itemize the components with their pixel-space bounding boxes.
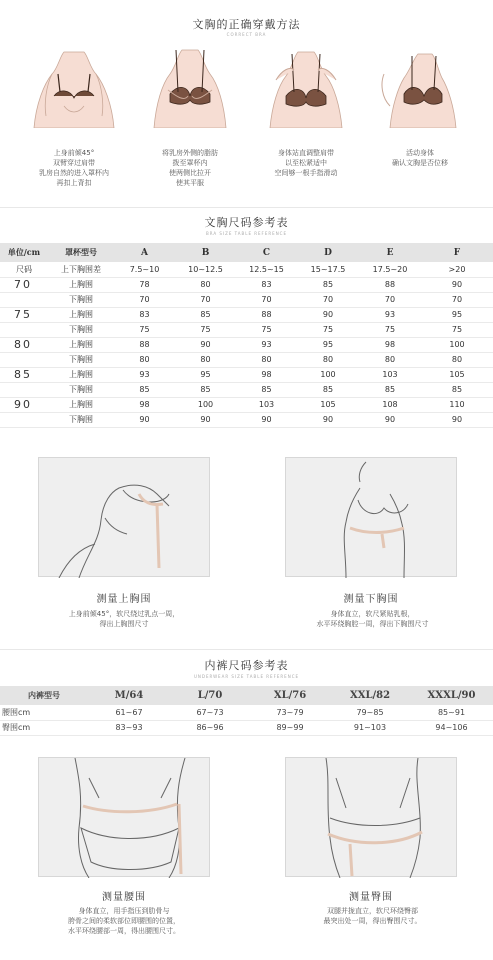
step-4-illustration (370, 44, 470, 128)
upper-bust-illustration (39, 458, 211, 578)
table-cell: 85 (114, 382, 175, 397)
pants-table-subtitle: UNDERWEAR SIZE TABLE REFERENCE (193, 674, 300, 679)
divider (0, 207, 493, 208)
lower-bust-figure (285, 457, 457, 577)
wearing-step-3 (246, 44, 366, 178)
table-cell: 90 (297, 412, 359, 427)
bra-band-upper-row (0, 397, 493, 412)
step-2-caption: 将乳房外侧的脂肪 拨至罩杯内 使两侧比拉开 使其平服 (162, 149, 218, 187)
bra-band-upper-row (0, 337, 493, 352)
table-cell: 80 (175, 352, 236, 367)
upper-bust-figure (38, 457, 210, 577)
wearing-step-2 (130, 44, 250, 188)
table-cell: 100 (421, 337, 493, 352)
table-cell: 75 (175, 322, 236, 337)
table-cell: 75 (114, 322, 175, 337)
bra-band-lower-row (0, 292, 493, 307)
table-cell: 103 (236, 397, 297, 412)
table-cell: 93 (359, 307, 421, 322)
lower-bust-caption: 身体直立，软尺紧贴乳根， 水平环绕胸腔一周，得出下胸围尺寸 (316, 610, 429, 628)
band-size: 90 (0, 397, 48, 412)
table-cell: 80 (236, 352, 297, 367)
step-1-caption: 上身前倾45° 双臂穿过肩带 乳房自然的进入罩杯内 再扣上背扣 (39, 149, 109, 187)
table-cell: 95 (175, 367, 236, 382)
upper-bust-caption: 上身前倾45°，软尺绕过乳点一周， 得出上胸围尺寸 (68, 610, 180, 628)
table-cell: 90 (175, 412, 236, 427)
table-cell: 75 (359, 322, 421, 337)
bra-table-title: 文胸尺码参考表 (204, 216, 289, 229)
wearing-step-4 (360, 44, 480, 168)
table-cell: 88 (359, 277, 421, 292)
lower-bust-illustration (286, 458, 458, 578)
lower-bust-label: 下胸围 (48, 412, 114, 427)
empty-cell (0, 322, 48, 337)
table-cell: 75 (421, 322, 493, 337)
bra-diff-row: 尺码 上下胸围差 7.5~10 10~12.5 12.5~15 15~17.5 17.5~20 >20 (0, 262, 493, 277)
bra-band-lower-row (0, 352, 493, 367)
table-cell: 90 (175, 337, 236, 352)
table-cell: 90 (297, 307, 359, 322)
bra-band-upper-row (0, 367, 493, 382)
bra-table-subtitle: BRA SIZE TABLE REFERENCE (205, 231, 288, 236)
pants-table-title: 内裤尺码参考表 (204, 659, 289, 672)
table-cell: 75 (236, 322, 297, 337)
bra-band-upper-row (0, 307, 493, 322)
bra-band-upper-row (0, 277, 493, 292)
table-cell: 108 (359, 397, 421, 412)
empty-cell (0, 382, 48, 397)
lower-bust-label: 下胸围 (48, 292, 114, 307)
table-cell: 70 (175, 292, 236, 307)
table-cell: 95 (297, 337, 359, 352)
upper-bust-label: 上胸围 (48, 277, 114, 292)
wearing-step-1 (14, 44, 134, 188)
pants-hip-row: 臀围cm 83~93 86~96 89~99 91~103 94~106 (0, 720, 493, 735)
hip-caption: 双腿并拢直立，软尺环绕臀部 最突出处一周，得出臀围尺寸。 (323, 907, 422, 925)
table-cell: 83 (114, 307, 175, 322)
table-cell: 80 (421, 352, 493, 367)
table-cell: 90 (114, 412, 175, 427)
table-cell: 70 (236, 292, 297, 307)
waist-caption: 身体直立，用手指压到肋骨与 胯骨之间的柔软部位即腰围的位置， 水平环绕腰部一周，得出腰围尺寸。 (68, 907, 180, 935)
upper-bust-label: 上胸围 (48, 337, 114, 352)
table-cell: 85 (297, 277, 359, 292)
table-cell: 80 (359, 352, 421, 367)
table-cell: 93 (236, 337, 297, 352)
bra-band-lower-row (0, 382, 493, 397)
empty-cell (0, 412, 48, 427)
table-cell: 100 (175, 397, 236, 412)
upper-bust-label: 上胸围 (48, 397, 114, 412)
upper-bust-label: 上胸围 (48, 307, 114, 322)
empty-cell (0, 292, 48, 307)
table-cell: 70 (421, 292, 493, 307)
table-cell: 90 (421, 412, 493, 427)
table-cell: 90 (359, 412, 421, 427)
table-cell: 70 (114, 292, 175, 307)
table-cell: 85 (421, 382, 493, 397)
wearing-title: 文胸的正确穿戴方法 (192, 18, 301, 31)
table-cell: 90 (421, 277, 493, 292)
table-cell: 85 (236, 382, 297, 397)
bra-band-lower-row (0, 412, 493, 427)
step-3-illustration (256, 44, 356, 128)
table-cell: 93 (114, 367, 175, 382)
waist-illustration (39, 758, 211, 878)
table-cell: 85 (359, 382, 421, 397)
step-2-illustration (140, 44, 240, 128)
table-cell: 75 (297, 322, 359, 337)
underwear-size-table (0, 686, 493, 736)
table-cell: 98 (236, 367, 297, 382)
lower-bust-label: 下胸围 (48, 322, 114, 337)
table-cell: 83 (236, 277, 297, 292)
bra-size-table (0, 243, 493, 428)
waist-title: 测量腰围 (102, 892, 146, 903)
table-cell: 88 (114, 337, 175, 352)
hip-figure (285, 757, 457, 877)
band-size: 80 (0, 337, 48, 352)
band-size: 75 (0, 307, 48, 322)
wearing-subtitle: CORRECT BRA (226, 32, 267, 37)
table-cell: 85 (175, 307, 236, 322)
table-cell: 70 (297, 292, 359, 307)
lower-bust-title: 测量下胸围 (343, 594, 399, 605)
lower-bust-label: 下胸围 (48, 382, 114, 397)
table-cell: 100 (297, 367, 359, 382)
table-cell: 98 (359, 337, 421, 352)
table-cell: 80 (297, 352, 359, 367)
lower-bust-label: 下胸围 (48, 352, 114, 367)
table-cell: 88 (236, 307, 297, 322)
step-3-caption: 身体站直调整肩带 以至松紧适中 空间够一根手指滑动 (274, 149, 338, 177)
band-size: 70 (0, 277, 48, 292)
divider (0, 649, 493, 650)
table-cell: 105 (421, 367, 493, 382)
step-1-illustration (24, 44, 124, 128)
hip-title: 测量臀围 (349, 892, 393, 903)
table-cell: 90 (236, 412, 297, 427)
pants-waist-row: 腰围cm 61~67 67~73 73~79 79~85 85~91 (0, 705, 493, 720)
empty-cell (0, 352, 48, 367)
table-cell: 80 (114, 352, 175, 367)
band-size: 85 (0, 367, 48, 382)
step-4-caption: 活动身体 确认文胸是否位移 (392, 149, 448, 167)
wearing-method-section (0, 0, 493, 200)
table-cell: 70 (359, 292, 421, 307)
table-cell: 78 (114, 277, 175, 292)
bra-table-header: 单位/cm 罩杯型号 A B C D E F (0, 243, 493, 262)
table-cell: 85 (297, 382, 359, 397)
table-cell: 103 (359, 367, 421, 382)
upper-bust-title: 测量上胸围 (96, 594, 152, 605)
table-cell: 110 (421, 397, 493, 412)
waist-figure (38, 757, 210, 877)
hip-illustration (286, 758, 458, 878)
underwear-size-section (0, 657, 493, 736)
table-cell: 98 (114, 397, 175, 412)
upper-bust-label: 上胸围 (48, 367, 114, 382)
bra-size-section (0, 214, 493, 428)
table-cell: 105 (297, 397, 359, 412)
bra-band-lower-row (0, 322, 493, 337)
table-cell: 85 (175, 382, 236, 397)
pants-table-header: 内裤型号 M/64 L/70 XL/76 XXL/82 XXXL/90 (0, 686, 493, 705)
table-cell: 80 (175, 277, 236, 292)
table-cell: 95 (421, 307, 493, 322)
